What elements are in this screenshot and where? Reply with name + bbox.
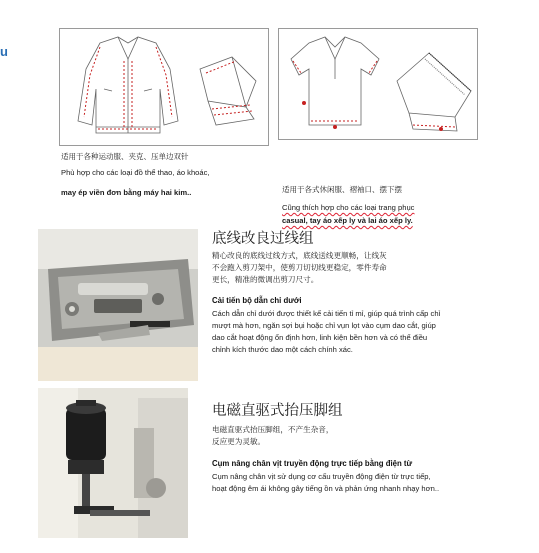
section2-subheading-vi: Cụm nâng chân vịt truyền động trực tiếp bằng điện từ (212, 459, 413, 468)
section1-body-cn-line: 不会跑入剪刀架中，使剪刀切切线更稳定，零件寿命 (212, 263, 387, 272)
section2-body-vi (212, 471, 439, 495)
jacket-illustration (60, 29, 268, 145)
jacket-caption-cn: 适用于各种运动服、夹克、压单边双针 (61, 152, 189, 161)
section2-body-cn-line: 反应更为灵敏。 (212, 437, 266, 446)
thread-guide-photo (38, 229, 198, 381)
section2-body-cn-line: 电磁直驱式抬压脚组，不产生杂音， (212, 425, 334, 434)
jacket-caption-vi-line2: may ép viền đơn bằng máy hai kim.. (61, 188, 192, 197)
page-edge-mark: u (0, 44, 8, 59)
section2-body-vi-line: hoạt động êm ái không gây tiếng ồn và phản ứng nhanh nhạy hơn.. (212, 484, 440, 493)
section1-body-vi-line: Cách dẫn chỉ dưới được thiết kế cải tiến tỉ mỉ, giúp quá trình cấp chỉ (212, 309, 441, 318)
polo-caption-vi-line2: casual, tay áo xếp ly và lai áo xếp ly. (282, 216, 413, 225)
polo-illustration-frame (278, 28, 478, 140)
section1-body-vi-line: chỉnh kích thước dao một cách chính xác. (212, 345, 353, 354)
section1-body-cn-line: 更长，精准的微调出剪刀尺寸。 (212, 275, 319, 284)
section2-heading: 电磁直驱式抬压脚组 (212, 403, 343, 419)
section1-body-cn-line: 精心改良的底线过线方式，底线送线更顺畅，让线灰 (212, 251, 387, 260)
section2-body-cn (212, 424, 334, 448)
polo-illustration (279, 29, 477, 139)
section1-body-vi (212, 308, 440, 356)
section1-body-vi-line: dao cắt hoạt động ổn định hơn, linh kiện bền hơn và có thể điều (212, 333, 428, 342)
section2-body-vi-line: Cụm nâng chân vịt sử dụng cơ cấu truyền động điện từ trực tiếp, (212, 472, 431, 481)
polo-caption-cn: 适用于各式休闲服、褶袖口、摆下摆 (282, 185, 402, 194)
jacket-illustration-frame (59, 28, 269, 146)
section1-subheading-vi: Cải tiến bộ dẫn chỉ dưới (212, 296, 302, 305)
section1-heading: 底线改良过线组 (212, 231, 314, 247)
section1-body-vi-line: mượt mà hơn, ngăn sợi bụi hoặc chỉ vụn lọt vào cụm dao cắt, giúp (212, 321, 436, 330)
polo-caption-vi-line1: Cũng thích hợp cho các loại trang phục (282, 203, 415, 212)
section1-body-cn (212, 250, 387, 286)
jacket-caption-vi-line1: Phù hợp cho các loại đồ thể thao, áo khoác, (61, 168, 210, 177)
presser-foot-photo (38, 388, 188, 538)
